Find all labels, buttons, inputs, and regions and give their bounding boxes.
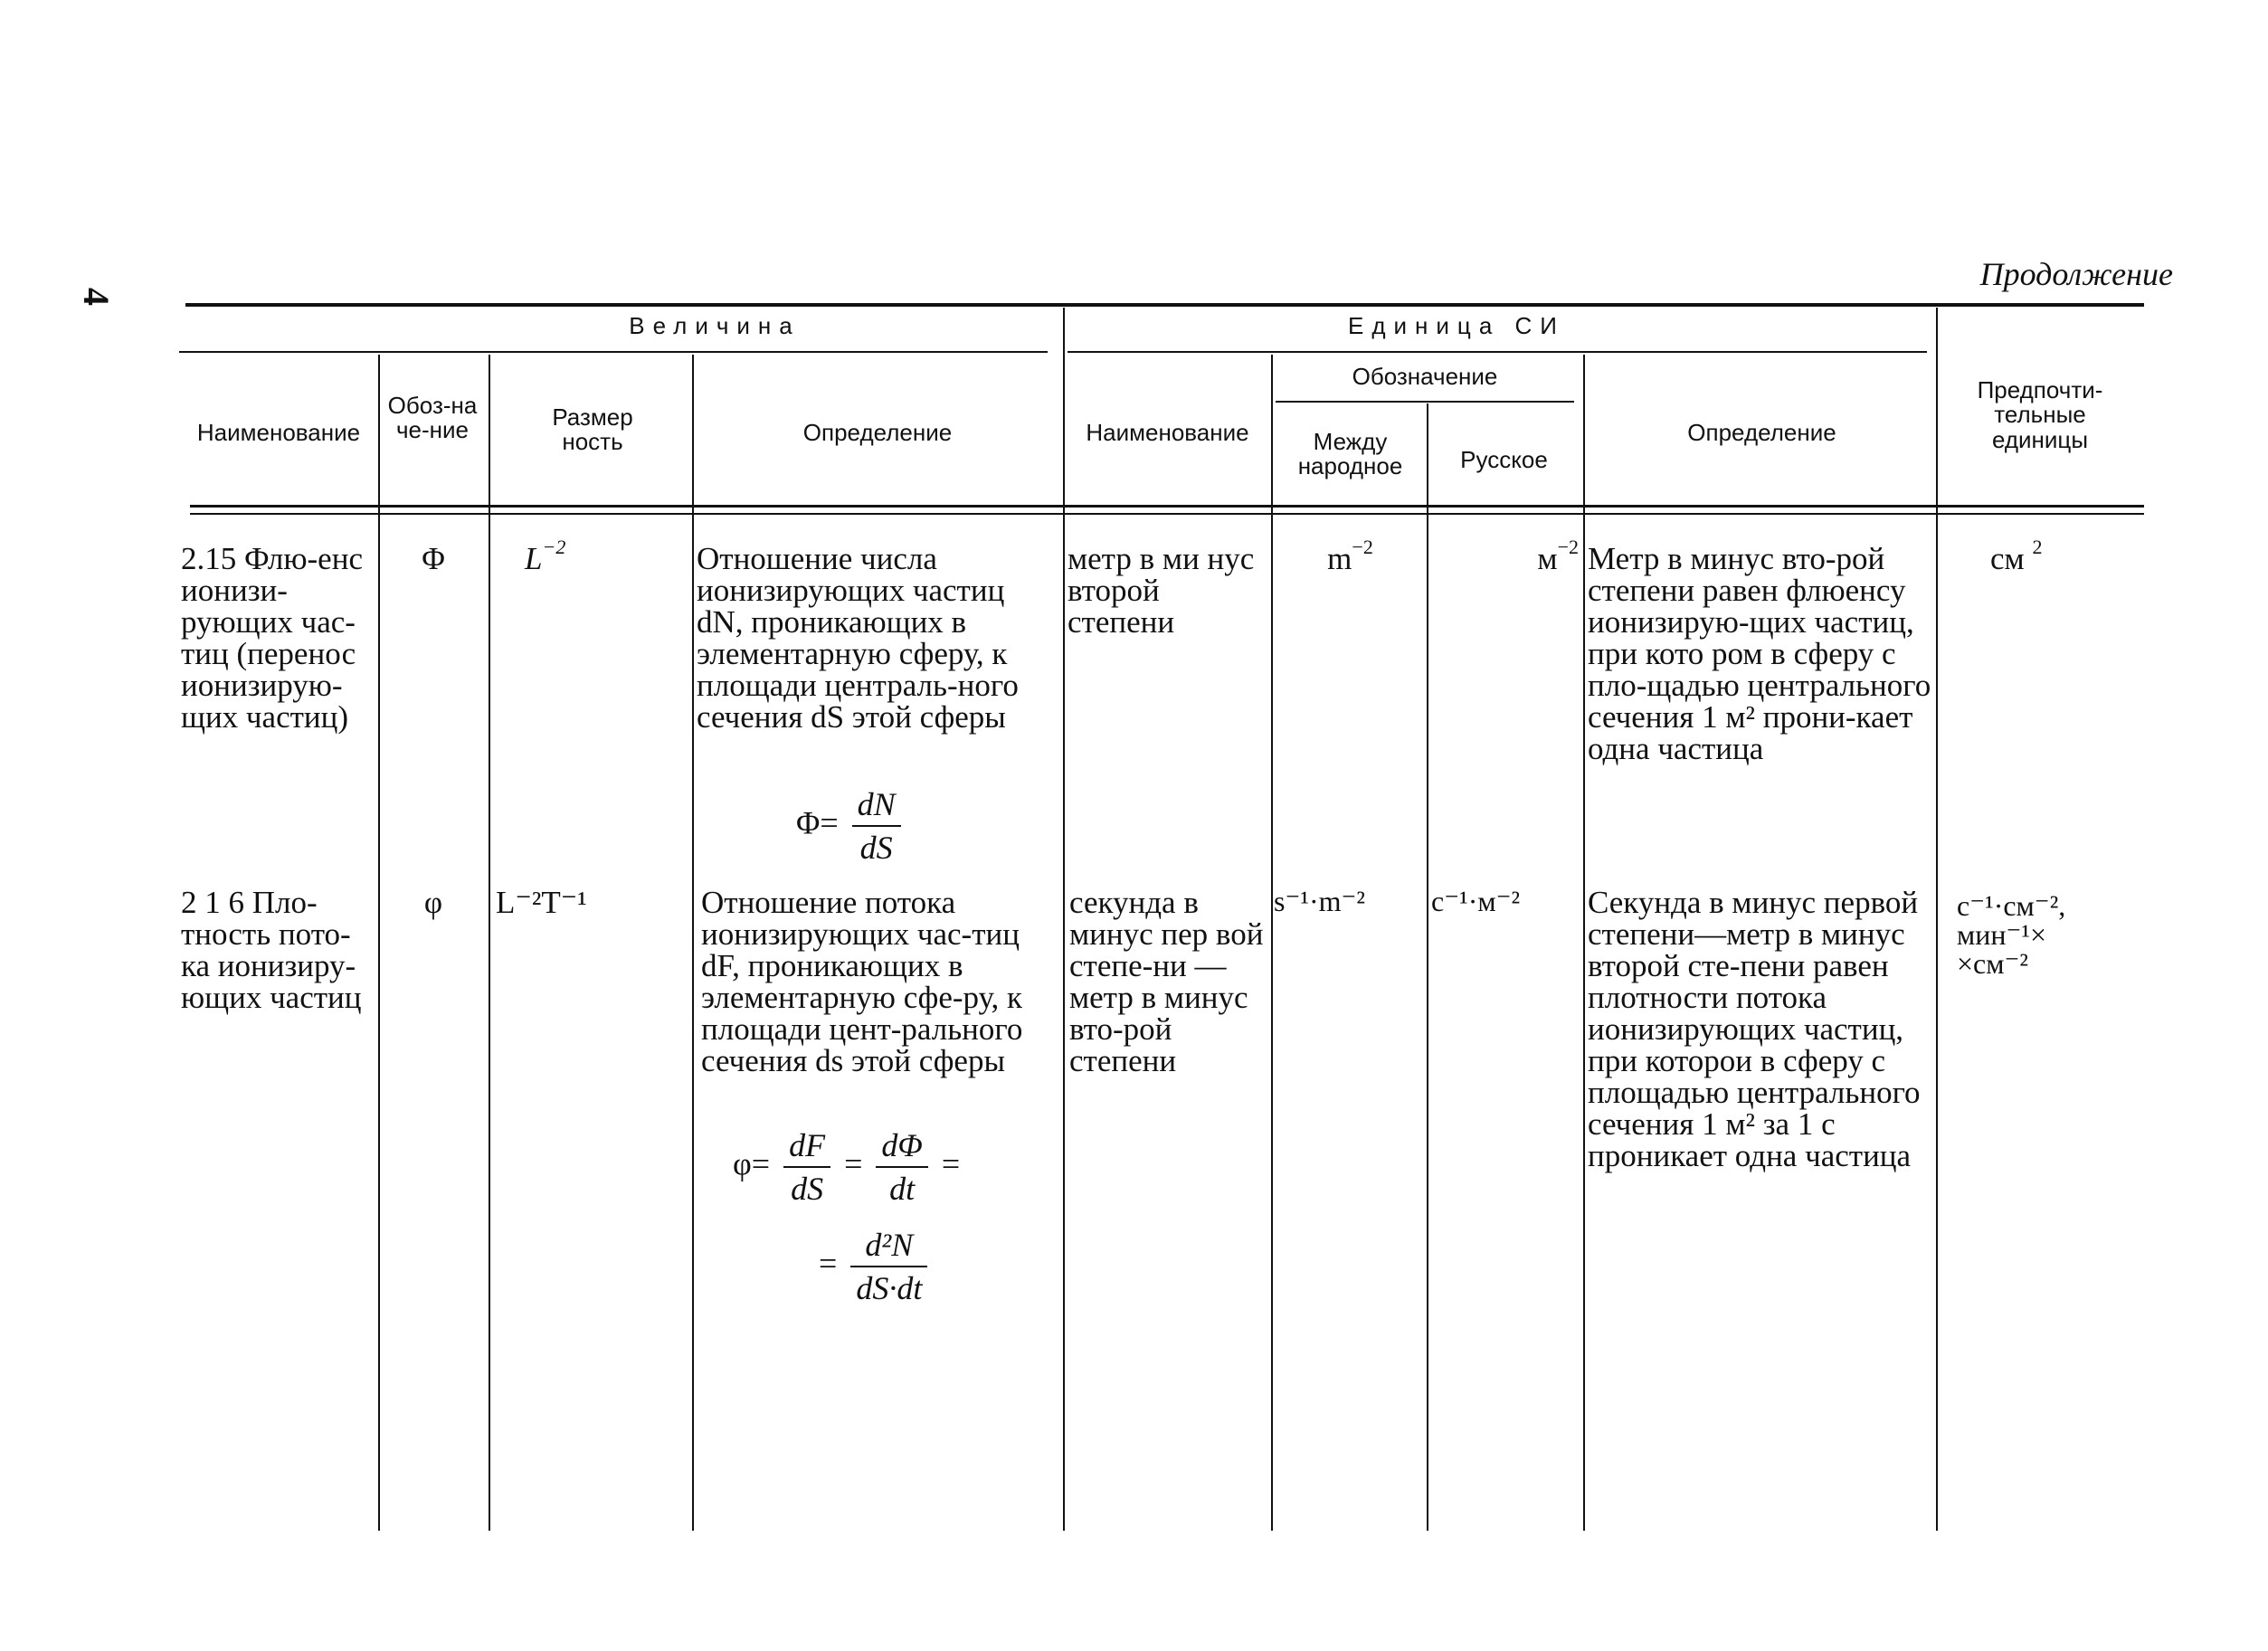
formula-numerator: dN xyxy=(852,785,901,827)
row-russian xyxy=(1429,536,1579,576)
designation-group-rule xyxy=(1276,401,1574,403)
col-header-definition: Определение xyxy=(802,419,953,446)
formula-lhs: φ= xyxy=(733,1145,771,1182)
header-bottom-rule-2 xyxy=(190,513,2144,515)
row-international xyxy=(1276,536,1425,576)
row-international: s⁻¹·m⁻² xyxy=(1274,885,1365,917)
header-bottom-rule-1 xyxy=(190,505,2144,508)
row-formula xyxy=(796,785,906,867)
col-divider-3 xyxy=(692,355,694,1531)
formula-denominator: dt xyxy=(889,1171,916,1207)
row-unit-definition: Секунда в минус первой степени—метр в минус второй сте-пени равен плотности потока ионизирующих частиц, при которои в сферу с площадью центрального сечения 1 м² за 1 с проникает одна частица xyxy=(1588,885,1921,1173)
russian-base: м xyxy=(1537,541,1558,576)
row-dimension xyxy=(525,536,688,576)
col-header-dimension: Размер ность xyxy=(552,403,633,456)
row-unit-definition: Метр в минус вто-рой степени равен флюенсу ионизирую-щих частиц, при кото ром в сферу с пло-щадью центрального сечения 1 м² прони-кает одна частица xyxy=(1588,541,1931,766)
col-divider-6 xyxy=(1427,403,1428,1531)
formula-denominator: dS·dt xyxy=(856,1270,923,1306)
col-header-unit-name: Наименование xyxy=(1086,419,1249,446)
col-header-unit-definition: Определение xyxy=(1687,419,1836,446)
international-exponent: −2 xyxy=(1352,536,1373,559)
row-dimension: L⁻²T⁻¹ xyxy=(496,885,587,920)
row-symbol: Φ xyxy=(422,541,445,576)
table-top-rule xyxy=(185,303,2144,307)
formula-equals: = xyxy=(844,1145,863,1182)
row-unit-name: секунда в минус пер вой степе-ни — метр в минус вто-рой степени xyxy=(1069,885,1264,1078)
continuation-label: Продолжение xyxy=(1979,256,2173,292)
col-divider-7 xyxy=(1583,355,1585,1531)
col-divider-2 xyxy=(489,355,490,1531)
dimension-base: L xyxy=(525,541,543,576)
row-definition: Отношение числа ионизирующих частиц dN, проникающих в элементарную сферу, к площади централь-ного сечения dS этой сферы xyxy=(697,541,1019,735)
si-group-header: Единица СИ xyxy=(1348,312,1565,339)
row-preferred xyxy=(1990,536,2135,576)
col-header-international: Между народное xyxy=(1297,428,1403,480)
col-header-preferred: Предпочти-тельные единицы xyxy=(1977,376,2103,453)
si-group-rule xyxy=(1068,351,1927,353)
designation-group-header: Обозначение xyxy=(1352,363,1498,390)
formula-denominator: dS xyxy=(859,830,893,866)
row-name: 2 1 6 Пло-тность пото-ка ионизиру-ющих частиц xyxy=(181,885,362,1015)
russian-exponent: −2 xyxy=(1557,536,1579,559)
formula-lhs: Φ= xyxy=(796,804,839,841)
row-preferred: с⁻¹·см⁻², мин⁻¹× ×см⁻² xyxy=(1957,889,2066,980)
formula-fraction xyxy=(852,785,901,867)
row-formula xyxy=(733,1126,960,1208)
row-unit-name: метр в ми нус второй степени xyxy=(1068,541,1255,640)
dimension-exponent: −2 xyxy=(542,536,566,559)
row-definition: Отношение потока ионизирующих час-тиц dF, проникающих в элементарную сфе-ру, к площади цент-рального сечения ds этой сферы xyxy=(701,885,1023,1078)
quantity-group-header: Величина xyxy=(629,312,801,339)
formula-equals: = xyxy=(941,1145,961,1182)
row-name: 2.15 Флю-енс ионизи-рующих час-тиц (перенос ионизирую-щих частиц) xyxy=(181,541,363,735)
preferred-exponent: 2 xyxy=(2032,536,2043,559)
page-number: 4 xyxy=(76,288,117,306)
formula-numerator: dF xyxy=(783,1126,830,1168)
col-header-russian: Русское xyxy=(1460,446,1548,473)
formula-numerator: dΦ xyxy=(876,1126,927,1168)
col-header-name: Наименование xyxy=(196,419,361,446)
col-header-symbol: Обоз-наче-ние xyxy=(387,392,478,444)
quantity-group-rule xyxy=(179,351,1048,353)
formula-fraction-1 xyxy=(783,1126,830,1208)
formula-equals: = xyxy=(819,1245,838,1282)
formula-denominator: dS xyxy=(791,1171,824,1207)
formula-fraction-3 xyxy=(850,1226,927,1307)
col-divider-8 xyxy=(1936,308,1938,1531)
row-symbol: φ xyxy=(423,885,443,920)
row-russian: c⁻¹·м⁻² xyxy=(1431,885,1521,917)
international-base: m xyxy=(1327,541,1352,576)
col-divider-5 xyxy=(1271,355,1273,1531)
formula-fraction-2 xyxy=(876,1126,927,1208)
col-divider-4 xyxy=(1063,308,1065,1531)
formula-numerator: d²N xyxy=(850,1226,927,1267)
preferred-base: см xyxy=(1990,541,2025,576)
row-formula-continued xyxy=(819,1226,933,1307)
col-divider-1 xyxy=(378,355,380,1531)
